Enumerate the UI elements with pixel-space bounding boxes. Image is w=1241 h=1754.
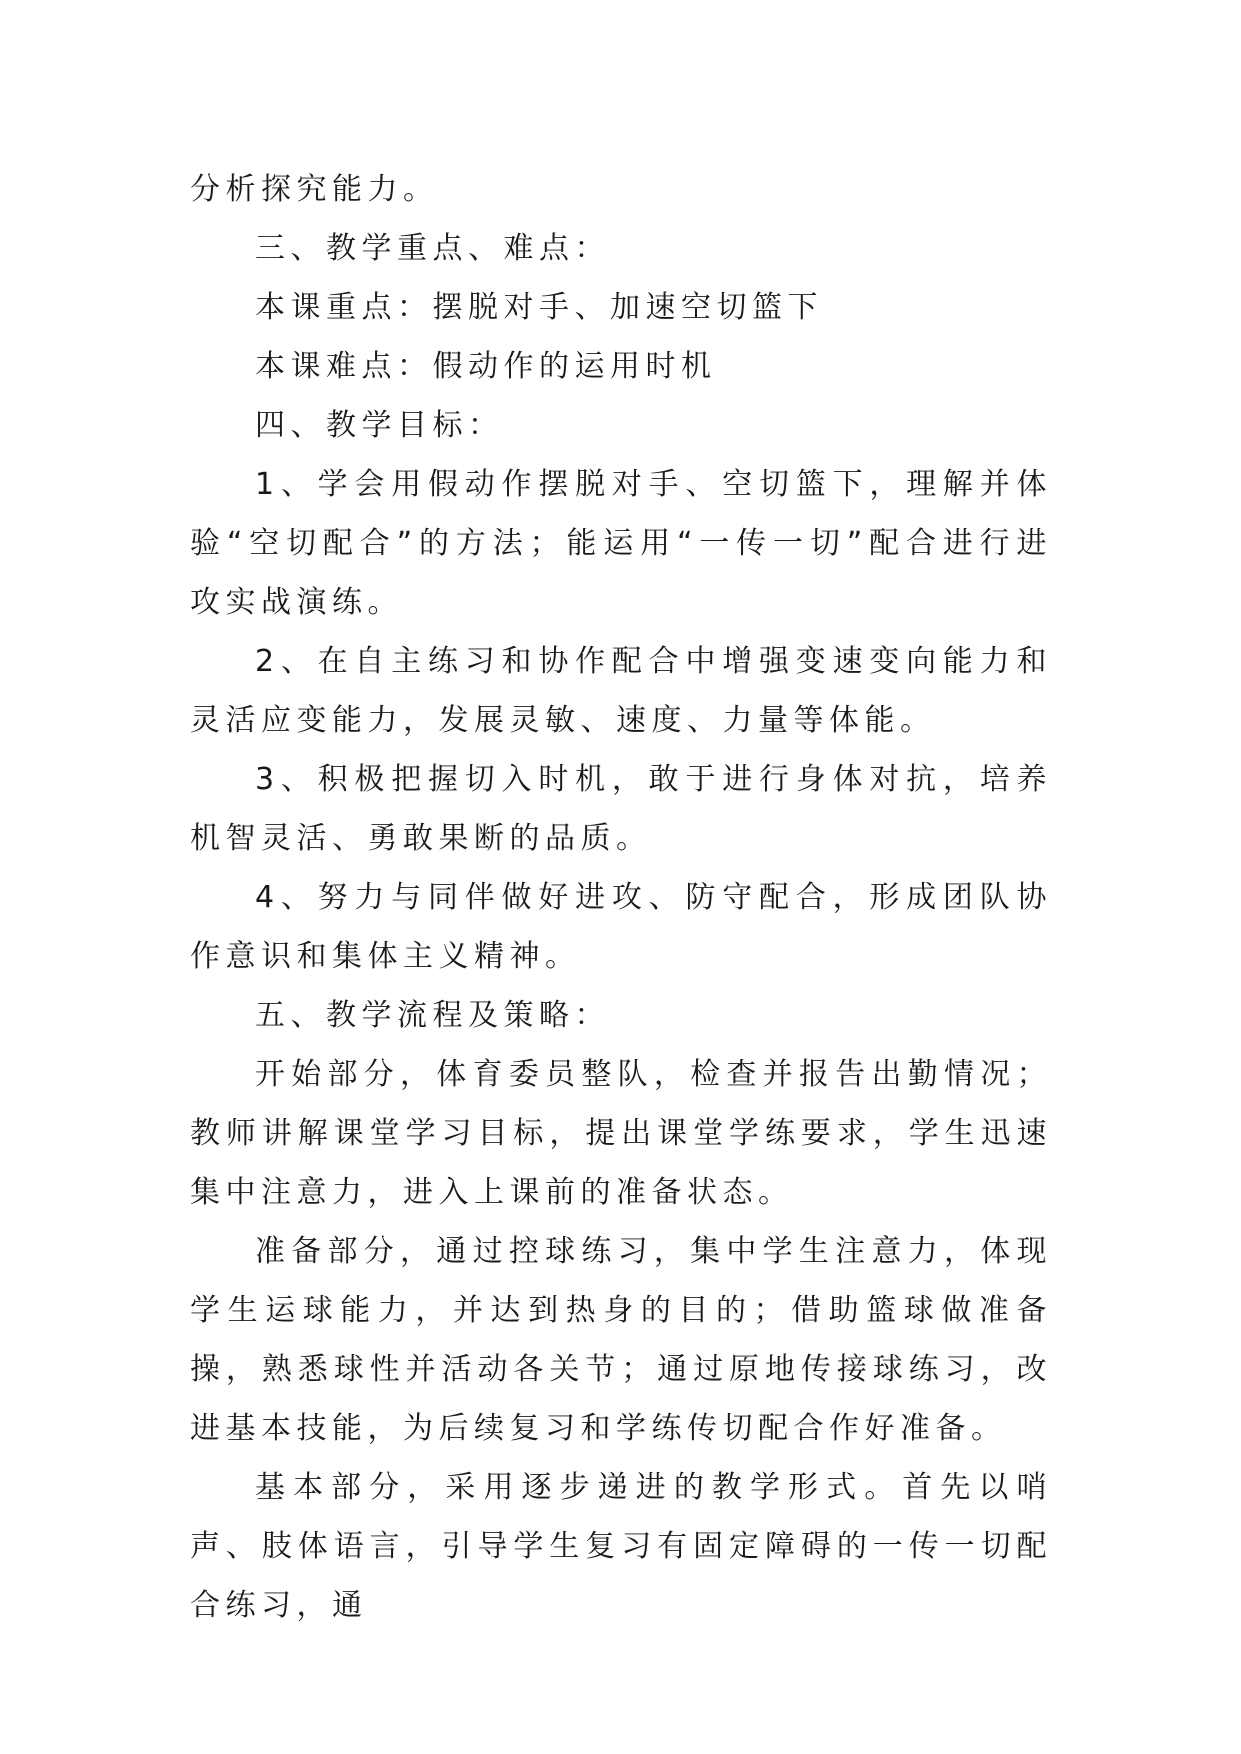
paragraph-preparation-part: 准备部分，通过控球练习，集中学生注意力，体现学生运球能力，并达到热身的目的；借助篮球做准备操，熟悉球性并活动各关节；通过原地传接球练习，改进基本技能，为后续复习和学练传切配合作好准备。 bbox=[190, 1234, 1052, 1446]
objective-4: 4、努力与同伴做好进攻、防守配合，形成团队协作意识和集体主义精神。 bbox=[190, 880, 1052, 974]
document-body bbox=[190, 160, 1052, 1635]
section-heading-3: 三、教学重点、难点： bbox=[255, 231, 610, 266]
difficult-point: 本课难点：假动作的运用时机 bbox=[255, 349, 717, 384]
objective-3: 3、积极把握切入时机，敢于进行身体对抗，培养机智灵活、勇敢果断的品质。 bbox=[190, 762, 1052, 856]
paragraph-basic-part: 基本部分，采用逐步递进的教学形式。首先以哨声、肢体语言，引导学生复习有固定障碍的一传一切配合练习，通 bbox=[190, 1470, 1052, 1623]
paragraph-continuation: 分析探究能力。 bbox=[190, 172, 439, 207]
objective-2: 2、在自主练习和协作配合中增强变速变向能力和灵活应变能力，发展灵敏、速度、力量等体能。 bbox=[190, 644, 1052, 738]
section-heading-4: 四、教学目标： bbox=[255, 408, 504, 443]
key-point: 本课重点：摆脱对手、加速空切篮下 bbox=[255, 290, 823, 325]
paragraph-opening-part: 开始部分，体育委员整队，检查并报告出勤情况；教师讲解课堂学习目标，提出课堂学练要求，学生迅速集中注意力，进入上课前的准备状态。 bbox=[190, 1057, 1052, 1210]
objective-1: 1、学会用假动作摆脱对手、空切篮下，理解并体验“空切配合”的方法；能运用“一传一切”配合进行进攻实战演练。 bbox=[190, 467, 1052, 620]
section-heading-5: 五、教学流程及策略： bbox=[255, 998, 610, 1033]
